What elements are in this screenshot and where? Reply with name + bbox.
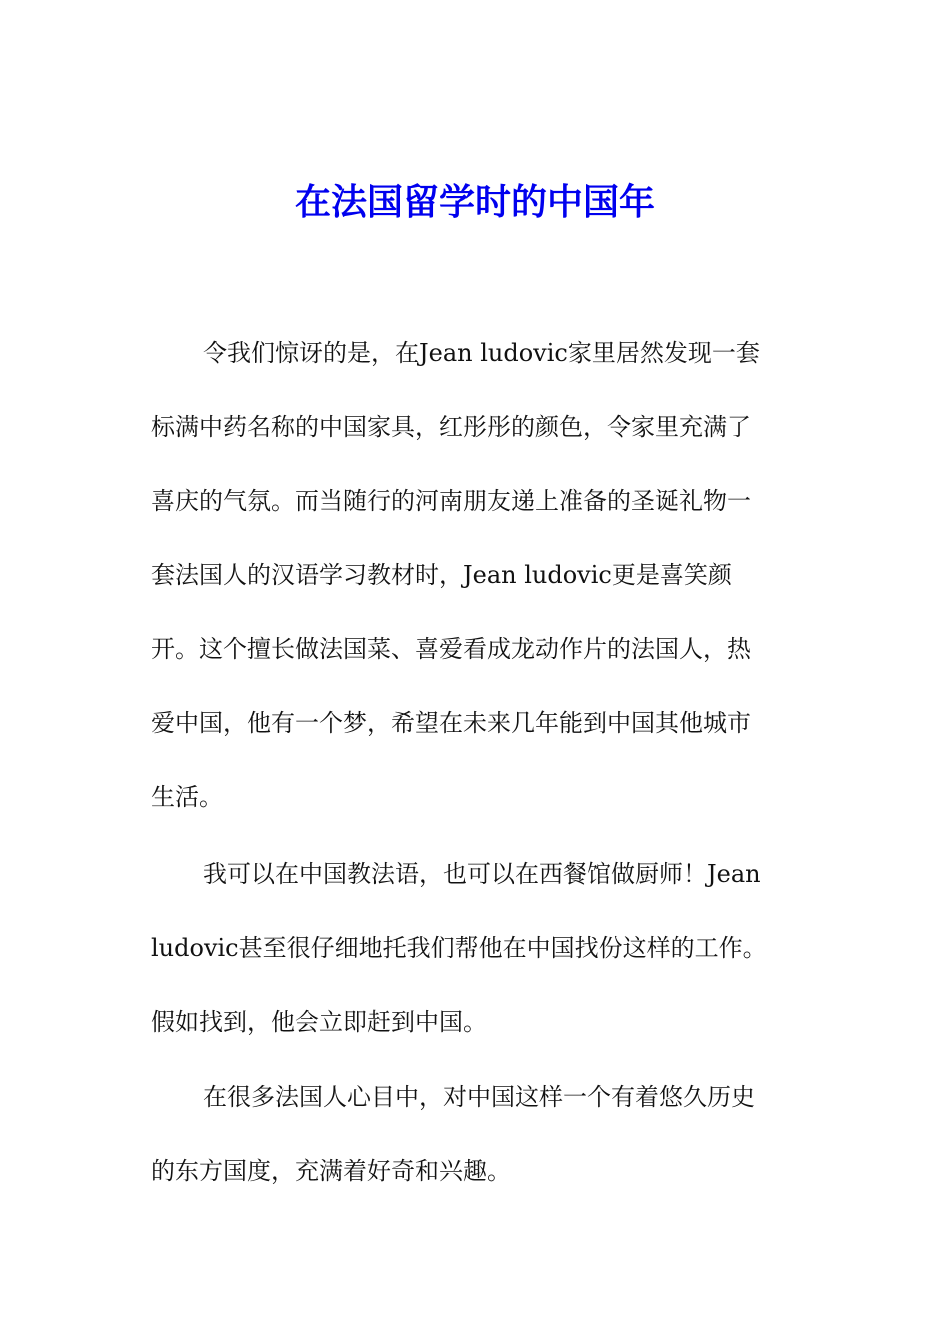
- paragraph-line: 开。这个擅长做法国菜、喜爱看成龙动作片的法国人，热: [151, 635, 751, 663]
- document-title: 在法国留学时的中国年: [294, 181, 655, 223]
- paragraph-line: 令我们惊讶的是，在Jean ludovic家里居然发现一套: [203, 339, 760, 367]
- paragraph-line: ludovic甚至很仔细地托我们帮他在中国找份这样的工作。: [151, 934, 767, 962]
- paragraph-line: 假如找到，他会立即赶到中国。: [151, 1008, 487, 1036]
- paragraph-line: 我可以在中国教法语，也可以在西餐馆做厨师！Jean: [203, 860, 761, 888]
- paragraph-line: 套法国人的汉语学习教材时，Jean ludovic更是喜笑颜: [151, 561, 732, 589]
- paragraph-1: [151, 316, 801, 834]
- paragraph-line: 生活。: [151, 783, 223, 811]
- paragraph-line: 标满中药名称的中国家具，红彤彤的颜色，令家里充满了: [151, 413, 751, 441]
- paragraph-line: 爱中国，他有一个梦，希望在未来几年能到中国其他城市: [151, 709, 751, 737]
- paragraph-2: [151, 837, 801, 1059]
- paragraph-line: 喜庆的气氛。而当随行的河南朋友递上准备的圣诞礼物一: [151, 487, 751, 515]
- paragraph-line: 在很多法国人心目中，对中国这样一个有着悠久历史: [203, 1083, 755, 1111]
- paragraph-3: [151, 1060, 801, 1208]
- paragraph-line: 的东方国度，充满着好奇和兴趣。: [151, 1157, 511, 1185]
